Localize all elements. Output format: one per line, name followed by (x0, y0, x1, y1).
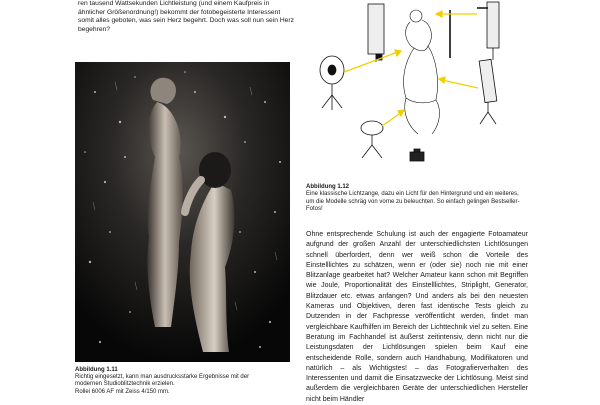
softbox-top-right-icon (477, 2, 499, 60)
figure-number: Abbildung 1.12 (306, 184, 350, 190)
light-direction-arrows (344, 11, 478, 126)
figure-caption-right (306, 184, 528, 214)
figure-caption-left (75, 367, 300, 396)
caption-text: Eine klassische Lichtzange, dazu ein Licht für den Hintergrund und ein weiteres, um die Modelle schräg von vorne zu beleuchten. So einfach gelingen Bestseller-Fotos! (306, 191, 520, 213)
body-paragraph: Ohne entsprechende Schulung ist auch der engagierte Fotoamateur aufgrund der großen Anzahl der unterschiedlichsten Lichtlösungen schnell überfordert, denn wer weiß schon die Vorteile des Einstelllichtes zu schätzen, wenn er (oder sie) noch nie mit einer Blitzanlage gearbeitet hat? Welcher Amateur kann schon mit Begriffen wie Joule, Proportionalität des Einstelllichtes, Striplight, Generator, Blitzdauer etc. etwas anfangen? Und anders als bei den neuesten Kameras und Objektiven, deren fast identische Tests gleich zu Dutzenden in der Fachpresse veröffentlicht werden, findet man vergleichbare Kaufhilfen im Bereich der Lichttechnik viel zu selten. Eine Beratung im Fachhandel ist äußerst zeitintensiv, denn nicht nur die Leistungsdaten der Lichtlösungen spielen beim Kauf eine entscheidende Rolle, sondern auch Handhabung, Modifikatoren und natürlich – als Wichtigstes! – das Fotografierverhalten des Interessenten und damit die Einsatzzwecke der Lichtlösung. Meist sind außerdem die vergleichbaren Geräte der unterschiedlichen Hersteller nicht beim Händler (306, 231, 528, 403)
figure-number: Abbildung 1.11 (75, 367, 118, 373)
lighting-setup-diagram (302, 0, 528, 176)
nude-couple-photo (75, 62, 290, 362)
intro-paragraph: ren tausend Wattsekunden Lichtleistung (und einem Kaufpreis in ähnlicher Größenordnung!) bekommt der fotobegeisterte Interessent somit alles geboten, was sein Herz begehrt. Doch was soll nun sein Herz begehren? (78, 0, 294, 33)
caption-line: Rollei 6006 AF mit Zeiss 4/150 mm. (75, 388, 170, 395)
striplight-icon (479, 59, 497, 124)
background-light-icon (368, 4, 384, 62)
caption-line: Richtig eingesetzt, kann man ausdrucksstarke Ergebnisse mit der (75, 374, 250, 381)
caption-line: modernen Studioblitztechnik erzielen. (75, 381, 175, 388)
beauty-dish-icon (320, 56, 344, 110)
model-sketch (404, 10, 440, 134)
camera-icon (410, 149, 424, 161)
spot-light-icon (361, 121, 383, 158)
